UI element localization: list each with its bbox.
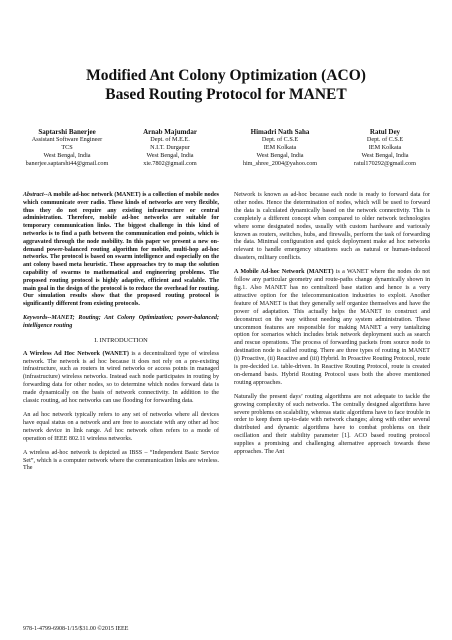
author-4 [334,128,436,168]
author-affiliation: Dept. of C.S.E [261,136,299,143]
author-name: Ratul Dey [369,128,401,136]
author-affiliation: Dept. of C.S.E [366,136,404,143]
paper-title [0,66,452,104]
author-affiliation: TCS [61,144,73,151]
intro-paragraph-1 [23,351,219,406]
author-2 [120,128,220,168]
author-affiliation: Dept. of M.E.E. [150,136,190,143]
paper-title-line-2: Based Routing Protocol for MANET [105,86,347,103]
left-column [23,192,219,479]
author-location: West Bengal, India [361,152,409,159]
abstract-text: --A mobile ad-hoc network (MANET) is a collection of mobile nodes which communicate over radio. These kinds of networks are very flexible, thus they do not require any existing infrastructure or central administration. Therefore, mobile ad-hoc networks are suitable for temporary communication links. The biggest challenge in this kind of networks is to find a path between the communication end points, which is aggravated through the node mobility. In this paper we present a new on-demand power-balanced routing algorithm for mobile, multi-hop ad-hoc networks. The protocol is based on swarm intelligence and especially on the ant colony based meta heuristic. These approaches try to map the solution capability of swarms to mathematical and engineering problems. The proposed routing protocol is highly adaptive, efficient and scalable. The main goal in the design of the protocol is to reduce the overhead for routing. Our simulation results show that the proposed routing protocol is significantly different from existing protocols. [23,192,219,308]
author-1 [14,128,120,168]
author-name: Saptarshi Banerjee [38,128,96,136]
intro-paragraph-1-text: is a decentralized type of wireless network. The network is ad hoc because it does not rely on a pre-existing infrastructure, such as routers in wired networks or access points in managed (infrastructure) wireless networks. Instead each node participates in routing by forwarding data for other nodes, so to determine which nodes forward data is made dynamically on the basis of network connectivity. In addition to the classic routing, ad hoc networks can use flooding for forwarding data. [23,350,219,405]
author-affiliation: IEM Kolkata [368,144,402,151]
keywords: Keywords--MANET; Routing; Ant Colony Optimization; power-balanced; intelligence routing [23,314,219,329]
author-email: banerjee.saptarshi44@gmail.com [25,160,109,167]
author-location: West Bengal, India [43,152,91,159]
body-paragraph-2-text: is a WANET where the nodes do not follow any particular geometry and route-paths change dynamically shown in fig.1. Also MANET has no centralized base station and hence is a very attractive option for the telecommunication industries to exploit. Another feature of MANET is that they generally self organize themselves and have the power of adaptation. This actually helps the MANET to construct and deconstruct on the way without needing any system administration. These uncommon features are responsible for making MANET a very tantalizing option for scenarios which includes brisk network deployment such as search and rescue operations. The process of forwarding packets from source node to destination node is called routing. There are three types of routing in MANET (i) Proactive, (ii) Reactive and (iii) Hybrid. In Proactive Routing Protocol, route is pre-decided i.e. table-driven. In Reactive Routing Protocol, route is created on-demand basis. Hybrid Routing Protocol uses both the above mentioned routing approaches. [234,269,430,386]
term-wanet: A Wireless Ad Hoc Network (WANET) [23,350,129,357]
author-email: xie.7802@gmail.com [143,160,197,167]
author-email: ratul170292@gmail.com [354,160,416,167]
intro-paragraph-3: A wireless ad-hoc network is depicted as IBSS – “Independent Basic Service Set”, which is a computer network where the communication links are wireless. The [23,449,219,472]
abstract-label: Abstract [23,192,44,198]
abstract [23,192,219,309]
author-name: Himadri Nath Saha [250,128,310,136]
author-affiliation: N.I.T. Durgapur [150,144,190,151]
intro-paragraph-2: An ad hoc network typically refers to any set of networks where all devices have equal status on a network and are free to associate with any other ad hoc network device in link range. Ad hoc network often refers to a mode of operation of IEEE 802.11 wireless networks. [23,412,219,442]
author-3 [228,128,332,168]
term-manet: A Mobile Ad-hoc Network (MANET) [234,269,334,276]
author-location: West Bengal, India [146,152,194,159]
body-paragraph-1: Network is known as ad-hoc because each node is ready to forward data for other nodes. Hence the determination of nodes, which will be used to forward the data is calculated dynamically based on the network connectivity. This is completely a different concept when compared to older network technologies where some designated nodes, usually with custom hardware and variously known as routers, switches, hubs, and firewalls, perform the task of forwarding the data. Minimal configuration and quick deployment make ad hoc networks relevant to handle emergency situations such as natural or human-induced disasters, military conflicts. [234,192,430,262]
paper-title-line-1: Modified Ant Colony Optimization (ACO) [86,67,366,84]
author-location: West Bengal, India [256,152,304,159]
author-affiliation: IEM Kolkata [263,144,297,151]
body-paragraph-3: Naturally the present days’ routing algorithms are not adequate to tackle the growing complexity of such networks. The centrally designed algorithms have severe problems on scalability, whereas static algorithms have to face trouble in order to keep them up-to-date with network changes; along with other several distributed and dynamic algorithms have to combat problems on their oscillation and their stability parameter [1]. ACO based routing protocol supplies a promising and challenging alternative approach towards these approaches. The Ant [234,393,430,456]
author-affiliation: Assistant Software Engineer [31,136,103,143]
copyright-footer: 978-1-4799-6908-1/15/$31.00 ©2015 IEEE [23,626,129,632]
author-name: Arnab Majumdar [143,128,197,136]
body-paragraph-2 [234,269,430,388]
section-heading-introduction: I. INTRODUCTION [94,336,148,344]
right-column [234,192,430,463]
author-email: him_shree_2004@yahoo.com [242,160,318,167]
